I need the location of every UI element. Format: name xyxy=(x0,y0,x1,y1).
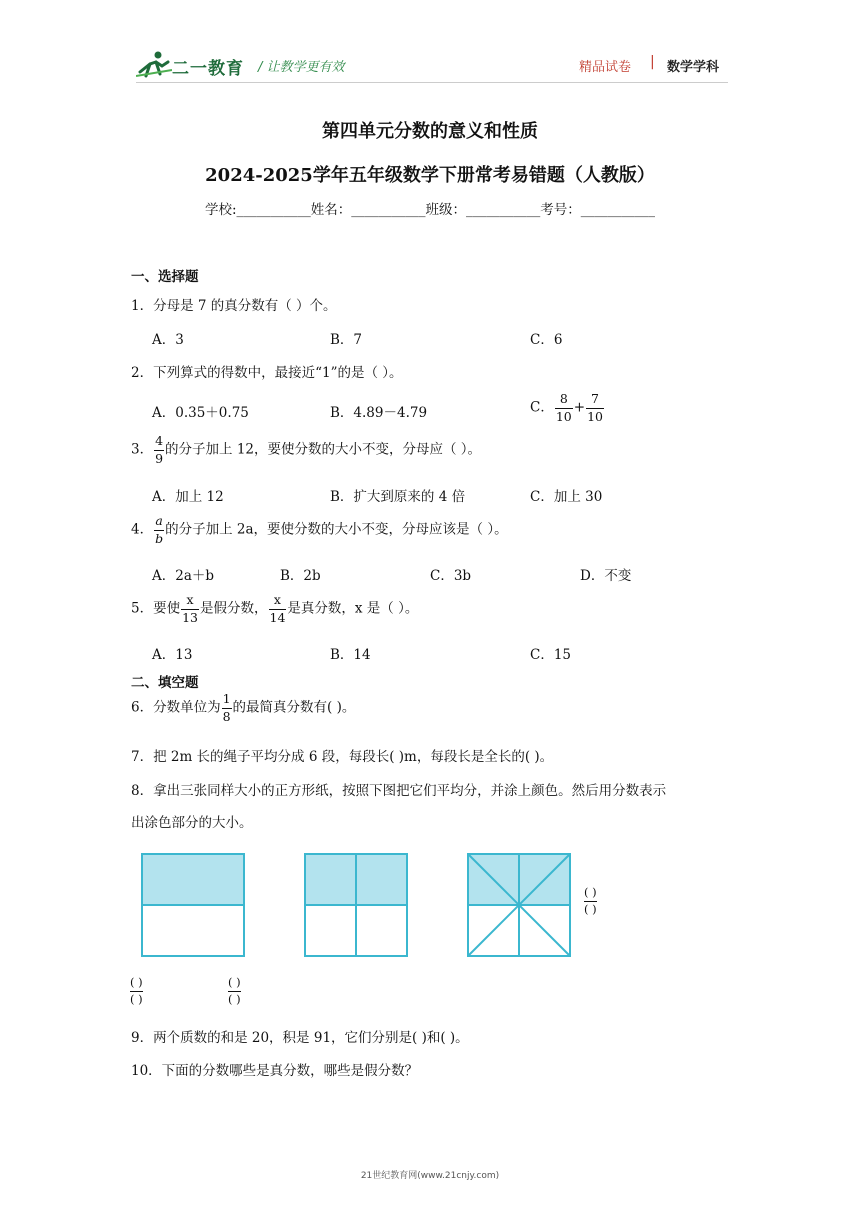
question-1: 1．分母是 7 的真分数有（ ）个。 xyxy=(131,298,337,314)
q3-option-b: B．扩大到原来的 4 倍 xyxy=(330,489,466,505)
fraction: $\frac{a}{b}$ xyxy=(155,513,164,546)
question-10: 10．下面的分数哪些是真分数，哪些是假分数？ xyxy=(131,1063,419,1079)
q2-option-c-label: C． xyxy=(530,399,554,416)
logo-text: 二一教育 xyxy=(172,59,244,79)
question-2: 2．下列算式的得数中，最接近“1”的是（ ）。 xyxy=(131,365,403,381)
square-figure-halves xyxy=(140,852,248,958)
page-title: 第四单元分数的意义和性质 xyxy=(322,121,538,142)
student-info-line: 学校:___________姓名：___________班级：___________考号：___________ xyxy=(204,202,656,218)
fraction: $\frac{x}{14}$ xyxy=(269,592,286,625)
fraction: $\frac{7}{10}$ xyxy=(587,391,603,424)
q2-option-a: A．0.35＋0.75 xyxy=(152,405,249,421)
slogan: / 让教学更有效 xyxy=(258,60,345,75)
fraction: $\frac{8}{10}$ xyxy=(555,391,572,424)
q4-option-b: B．2b xyxy=(280,568,321,584)
q5-option-b: B．14 xyxy=(330,647,371,663)
question-8-line1: 8．拿出三张同样大小的正方形纸，按照下图把它们平均分，并涂上颜色。然后用分数表示 xyxy=(131,783,667,799)
square-figure-quarters xyxy=(303,852,411,958)
fraction: $\frac{4}{9}$ xyxy=(155,433,164,466)
q1-option-c: C．6 xyxy=(530,332,563,348)
answer-fraction-3: ( ) ( ) xyxy=(584,885,597,916)
square-figure-eighths xyxy=(466,852,574,958)
question-4: 4． $\frac{a}{b}$ 的分子加上 2a，要使分数的大小不变，分母应该是（ ）。 xyxy=(131,513,508,546)
subject-label: 数学学科 xyxy=(667,60,720,75)
q1-option-b: B．7 xyxy=(330,332,363,348)
question-8-line2: 出涂色部分的大小。 xyxy=(131,815,253,831)
fraction: $\frac{1}{8}$ xyxy=(222,691,231,724)
q5-option-a: A．13 xyxy=(152,647,193,663)
shaded-half xyxy=(142,854,244,905)
brand-separator: | xyxy=(650,54,655,70)
q5-option-c: C．15 xyxy=(530,647,572,663)
q2-option-c xyxy=(530,393,605,423)
section-heading-fill: 二、填空题 xyxy=(131,675,199,691)
q4-option-d: D．不变 xyxy=(580,568,632,584)
brand-label: 精品试卷 xyxy=(579,60,632,75)
question-7: 7．把 2m 长的绳子平均分成 6 段，每段长( )m，每段长是全长的( )。 xyxy=(131,749,554,765)
q4-option-a: A．2a＋b xyxy=(152,568,215,584)
answer-fraction-1: ( ) ( ) xyxy=(130,975,143,1006)
question-9: 9．两个质数的和是 20，积是 91，它们分别是( )和( )。 xyxy=(131,1030,469,1046)
q1-option-a: A．3 xyxy=(152,332,184,348)
page-footer: 21世纪教育网(www.21cnjy.com) xyxy=(360,1171,500,1181)
question-6: 6．分数单位为 $\frac{1}{8}$ 的最简真分数有( )。 xyxy=(131,691,356,724)
page-subtitle: 2024-2025学年五年级数学下册常考易错题（人教版） xyxy=(205,165,655,186)
question-5: 5．要使 $\frac{x}{13}$ 是假分数， $\frac{x}{14}$ 是真分数，x 是（ ）。 xyxy=(131,592,419,625)
answer-fraction-2: ( ) ( ) xyxy=(228,975,241,1006)
q3-option-a: A．加上 12 xyxy=(152,489,224,505)
q2-option-b: B．4.89－4.79 xyxy=(330,405,428,421)
header-divider xyxy=(136,82,728,83)
section-heading-choice: 一、选择题 xyxy=(131,269,199,285)
fraction: $\frac{x}{13}$ xyxy=(182,592,198,625)
plus-sign: + xyxy=(573,399,586,416)
runner-logo-icon xyxy=(136,50,172,78)
q3-option-c: C．加上 30 xyxy=(530,489,603,505)
q4-option-c: C．3b xyxy=(430,568,472,584)
question-3: 3． $\frac{4}{9}$ 的分子加上 12，要使分数的大小不变，分母应（ ）。 xyxy=(131,433,482,466)
